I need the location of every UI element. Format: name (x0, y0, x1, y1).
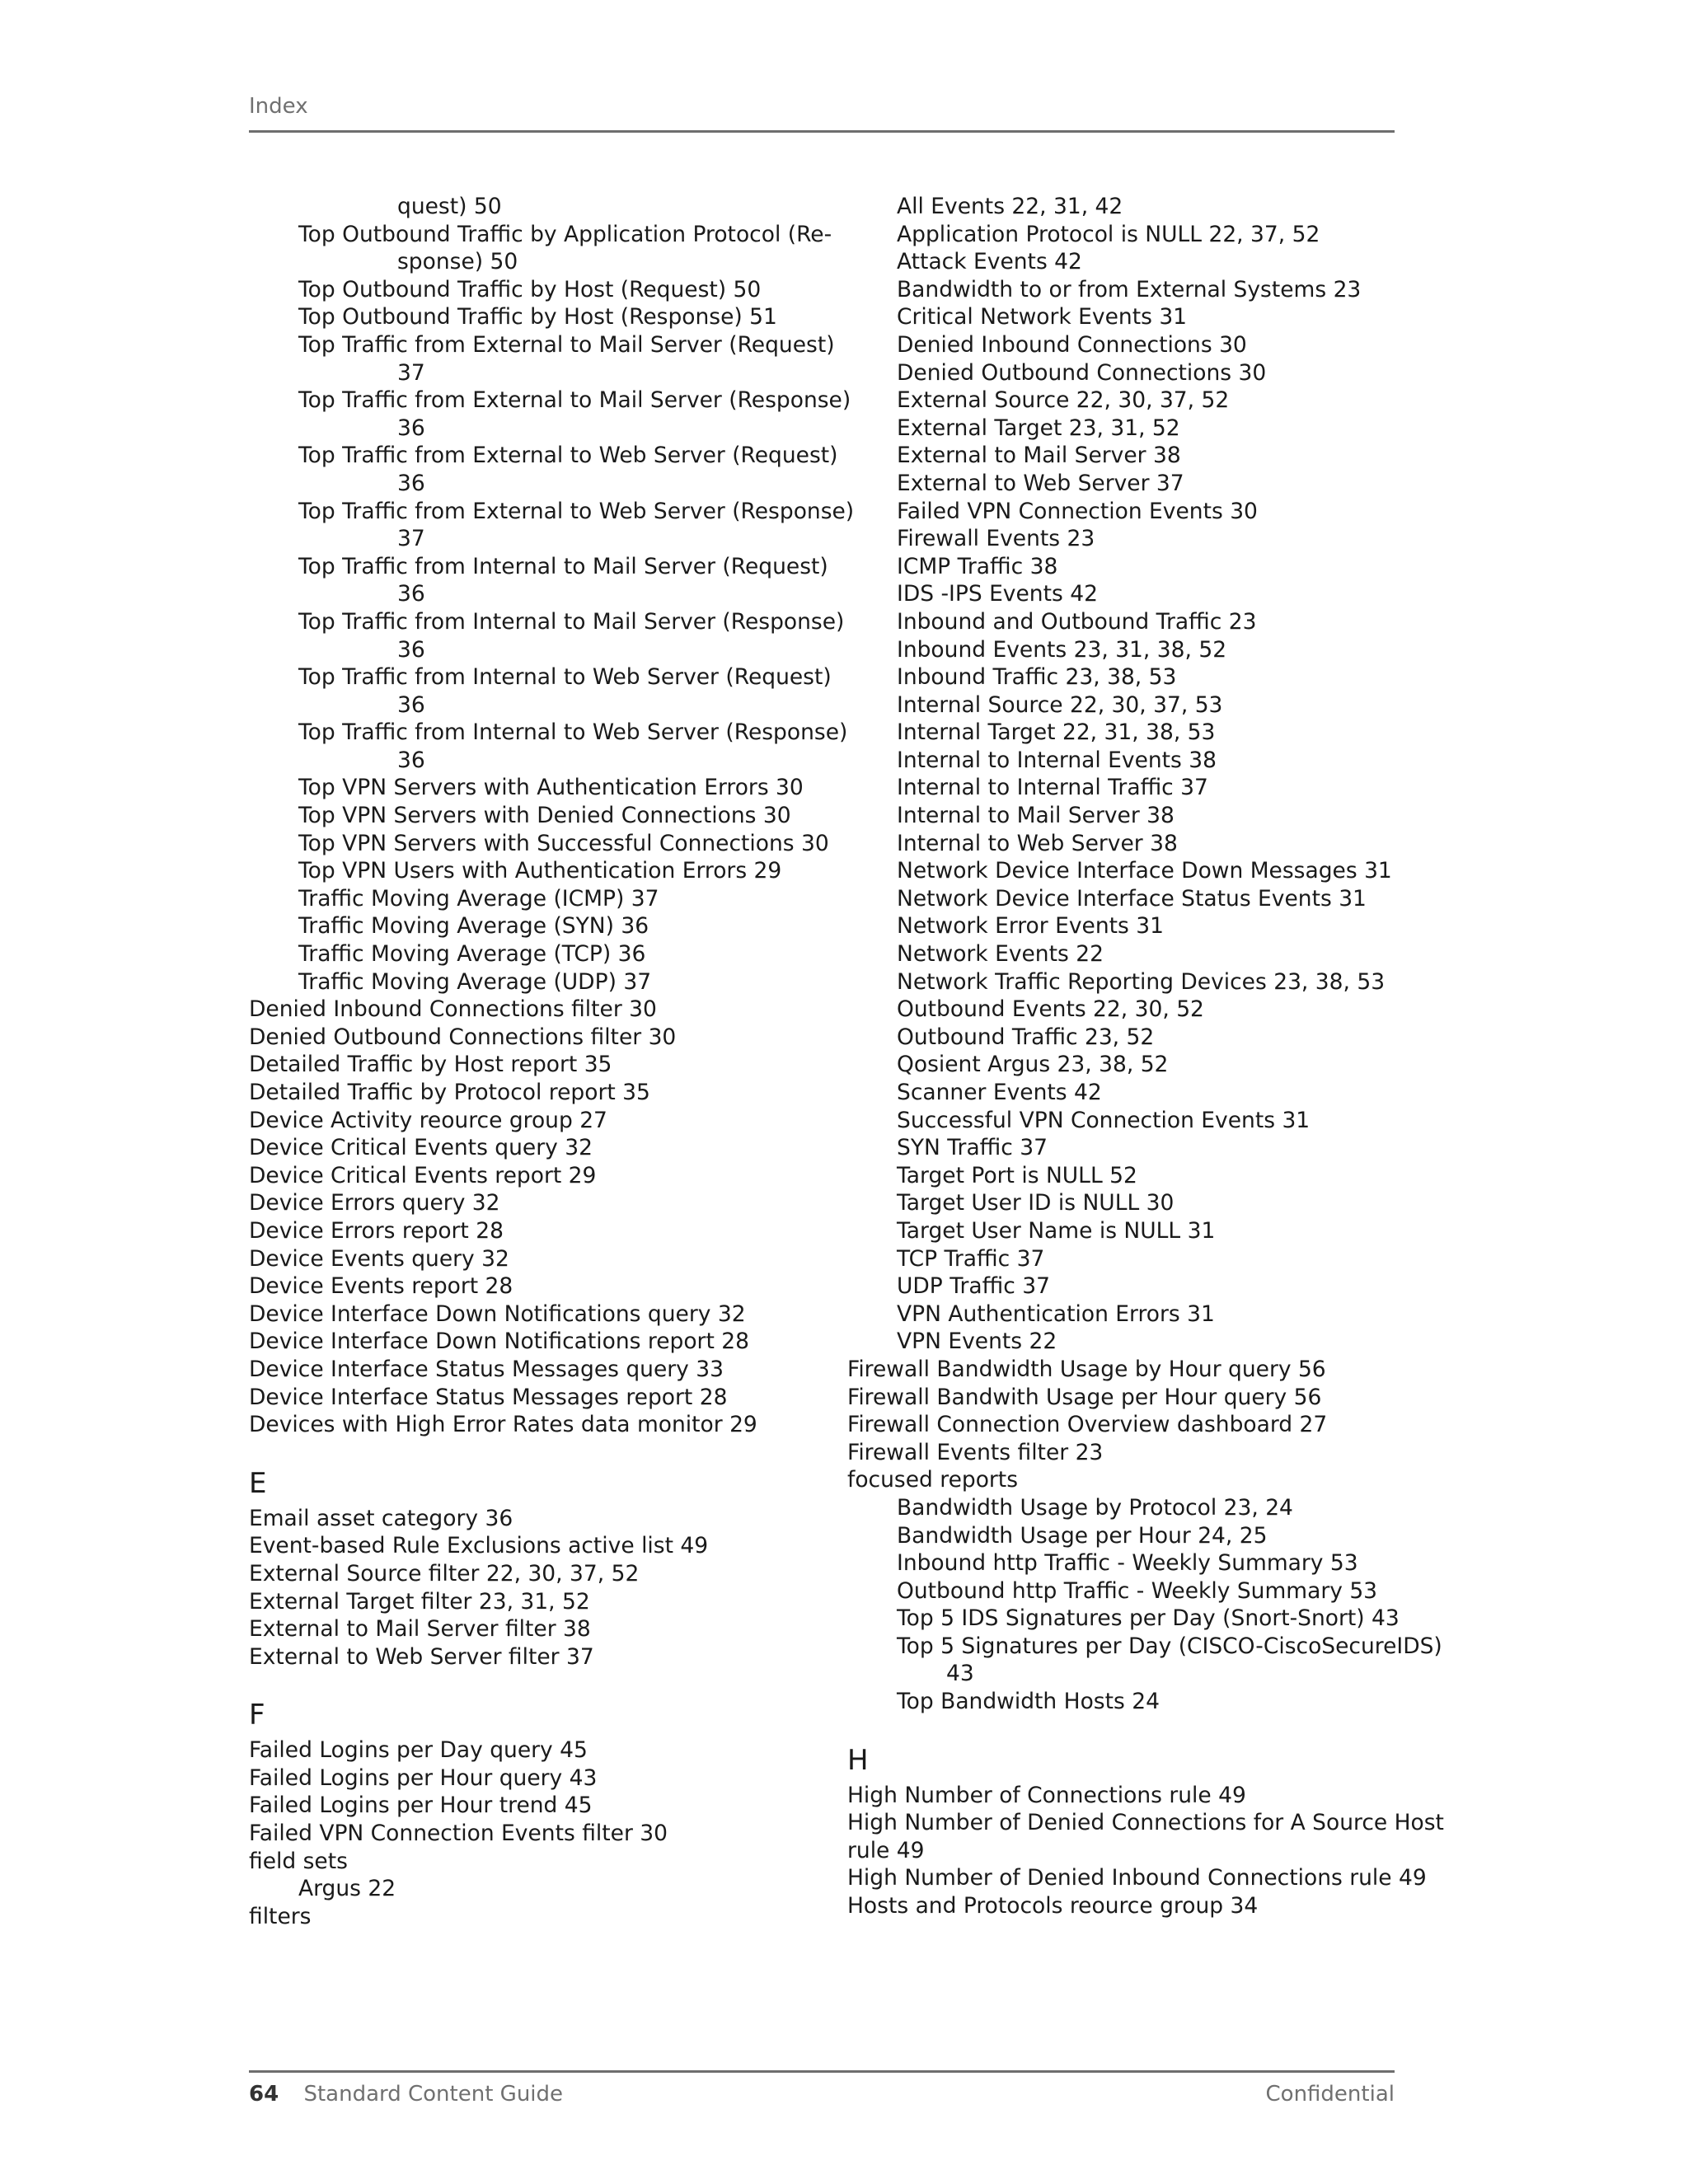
index-entry: Device Interface Down Notifications report 28 (249, 1329, 749, 1355)
index-subentry: Target User Name is NULL 31 (897, 1217, 1216, 1244)
document-title: Standard Content Guide (303, 2082, 564, 2107)
index-subentry: TCP Traffic 37 (897, 1245, 1045, 1272)
index-subentry: VPN Events 22 (897, 1329, 1057, 1355)
index-subentry: Traffic Moving Average (TCP) 36 (298, 941, 646, 968)
index-subentry: UDP Traffic 37 (897, 1273, 1050, 1300)
header-rule (249, 130, 1395, 133)
index-entry: Denied Outbound Connections filter 30 (249, 1024, 677, 1050)
index-subentry: Attack Events 42 (897, 249, 1082, 275)
index-subentry: Traffic Moving Average (SYN) 36 (298, 913, 649, 940)
index-entry: Device Interface Down Notifications query 32 (249, 1301, 746, 1327)
index-subentry: All Events 22, 31, 42 (897, 194, 1123, 219)
index-entry-continuation: 43 (946, 1661, 974, 1687)
index-subentry: Top Outbound Traffic by Host (Response) 51 (298, 304, 777, 330)
index-subentry: Outbound Events 22, 30, 52 (897, 996, 1204, 1023)
index-subentry: Internal to Internal Events 38 (897, 747, 1217, 773)
index-entry: Device Errors report 28 (249, 1217, 504, 1244)
index-entry-continuation: quest) 50 (397, 194, 502, 219)
index-entry: High Number of Denied Inbound Connections rule 49 (847, 1865, 1427, 1891)
index-entry: Event-based Rule Exclusions active list 49 (249, 1533, 709, 1559)
section-letter: H (847, 1743, 869, 1777)
index-entry-continuation: 36 (397, 747, 425, 773)
index-subentry: Denied Inbound Connections 30 (897, 331, 1247, 358)
index-entry-continuation: 36 (397, 470, 425, 496)
classification-label: Confidential (1265, 2082, 1395, 2107)
index-entry: field sets (249, 1848, 348, 1874)
index-subentry: Internal to Web Server 38 (897, 830, 1178, 856)
index-entry: External to Web Server filter 37 (249, 1643, 594, 1670)
index-entry: Devices with High Error Rates data monitor 29 (249, 1412, 757, 1438)
index-subentry: Outbound http Traffic - Weekly Summary 53 (897, 1577, 1378, 1604)
section-letter: E (249, 1466, 267, 1500)
index-subentry: Network Device Interface Status Events 31 (897, 885, 1367, 912)
index-entry: Device Errors query 32 (249, 1190, 500, 1216)
index-subentry: Bandwidth Usage per Hour 24, 25 (897, 1522, 1268, 1549)
index-subentry: Top Traffic from External to Web Server (Response) (298, 498, 855, 524)
index-entry: Device Critical Events query 32 (249, 1135, 593, 1161)
index-subentry: Network Traffic Reporting Devices 23, 38, 53 (897, 968, 1386, 995)
index-subentry: External Source 22, 30, 37, 52 (897, 387, 1230, 414)
index-subentry: Top Traffic from Internal to Web Server (Request) (298, 664, 832, 691)
index-subentry: Inbound Traffic 23, 38, 53 (897, 664, 1177, 691)
index-subentry: Top Bandwidth Hosts 24 (897, 1689, 1160, 1715)
index-entry: Device Activity reource group 27 (249, 1107, 607, 1133)
index-subentry: VPN Authentication Errors 31 (897, 1301, 1215, 1327)
index-entry: rule 49 (847, 1837, 925, 1863)
index-entry: Firewall Connection Overview dashboard 27 (847, 1412, 1328, 1438)
index-subentry: Internal Source 22, 30, 37, 53 (897, 691, 1223, 718)
index-subentry: ICMP Traffic 38 (897, 553, 1058, 579)
index-entry-continuation: sponse) 50 (397, 249, 518, 275)
index-entry-continuation: 36 (397, 636, 425, 663)
index-entry: High Number of Connections rule 49 (847, 1782, 1246, 1808)
index-entry: Failed Logins per Hour query 43 (249, 1765, 598, 1791)
index-entry: Failed Logins per Hour trend 45 (249, 1793, 593, 1819)
index-subentry: Internal Target 22, 31, 38, 53 (897, 719, 1216, 746)
index-entry-continuation: 36 (397, 691, 425, 718)
index-subentry: Internal to Mail Server 38 (897, 803, 1175, 829)
index-subentry: SYN Traffic 37 (897, 1135, 1048, 1161)
index-column-right (847, 193, 1444, 1920)
index-entry: Device Interface Status Messages query 33 (249, 1356, 724, 1382)
index-entry-continuation: 36 (397, 581, 425, 607)
index-subentry: Firewall Events 23 (897, 526, 1095, 552)
index-subentry: Top 5 Signatures per Day (CISCO-CiscoSecureIDS) (897, 1633, 1442, 1659)
running-header: Index (249, 94, 308, 119)
index-entry-continuation: 37 (397, 359, 425, 386)
index-subentry: Top VPN Users with Authentication Errors 29 (298, 858, 782, 884)
index-subentry: Top Outbound Traffic by Application Protocol (Re- (298, 221, 832, 247)
index-subentry: Traffic Moving Average (UDP) 37 (298, 968, 652, 995)
index-entry: Device Interface Status Messages report 28 (249, 1384, 728, 1410)
index-subentry: Application Protocol is NULL 22, 37, 52 (897, 221, 1320, 247)
section-letter: F (249, 1699, 265, 1732)
index-subentry: Traffic Moving Average (ICMP) 37 (298, 885, 659, 912)
index-subentry: Target Port is NULL 52 (897, 1162, 1137, 1188)
index-subentry: Top VPN Servers with Denied Connections 30 (298, 803, 791, 829)
footer-rule (249, 2070, 1395, 2073)
index-entry: Firewall Events filter 23 (847, 1439, 1104, 1465)
index-entry: filters (249, 1903, 312, 1929)
index-entry: Device Critical Events report 29 (249, 1162, 597, 1188)
index-entry: External Target filter 23, 31, 52 (249, 1588, 590, 1615)
index-subentry: Top Traffic from External to Mail Server (Request) (298, 331, 835, 358)
index-entry: Denied Inbound Connections filter 30 (249, 996, 657, 1023)
index-subentry: Scanner Events 42 (897, 1080, 1102, 1105)
index-subentry: Top Traffic from Internal to Mail Server (Request) (298, 553, 828, 579)
index-subentry: Failed VPN Connection Events 30 (897, 498, 1258, 524)
index-subentry: Successful VPN Connection Events 31 (897, 1107, 1311, 1133)
index-entry: Detailed Traffic by Protocol report 35 (249, 1080, 650, 1105)
index-entry: Hosts and Protocols reource group 34 (847, 1893, 1259, 1919)
index-entry: focused reports (847, 1467, 1019, 1493)
index-entry: High Number of Denied Connections for A Source Host (847, 1810, 1444, 1836)
index-entry: Failed VPN Connection Events filter 30 (249, 1821, 668, 1847)
index-subentry: Qosient Argus 23, 38, 52 (897, 1052, 1169, 1078)
index-subentry: Inbound Events 23, 31, 38, 52 (897, 636, 1227, 663)
index-subentry: Top VPN Servers with Successful Connections 30 (298, 830, 829, 856)
index-subentry: External to Mail Server 38 (897, 443, 1181, 469)
index-subentry: Top Traffic from Internal to Web Server (Response) (298, 719, 848, 746)
index-subentry: IDS -IPS Events 42 (897, 581, 1098, 607)
index-subentry: Bandwidth Usage by Protocol 23, 24 (897, 1494, 1293, 1521)
index-entry: External to Mail Server filter 38 (249, 1616, 591, 1643)
index-subentry: Inbound and Outbound Traffic 23 (897, 608, 1257, 635)
index-subentry: Network Device Interface Down Messages 31 (897, 858, 1392, 884)
index-subentry: Top Traffic from External to Web Server (Request) (298, 443, 838, 469)
index-subentry: Top Traffic from Internal to Mail Server (Response) (298, 608, 845, 635)
index-subentry: Argus 22 (298, 1876, 396, 1902)
index-subentry: Target User ID is NULL 30 (897, 1190, 1175, 1216)
index-entry: Device Events query 32 (249, 1245, 509, 1272)
index-subentry: Outbound Traffic 23, 52 (897, 1024, 1155, 1050)
index-subentry: Top 5 IDS Signatures per Day (Snort-Snort) 43 (897, 1605, 1400, 1632)
page-number: 64 (249, 2082, 279, 2107)
index-entry: External Source filter 22, 30, 37, 52 (249, 1560, 640, 1586)
index-subentry: Internal to Internal Traffic 37 (897, 775, 1208, 801)
index-entry: Device Events report 28 (249, 1273, 513, 1300)
index-entry: Firewall Bandwith Usage per Hour query 56 (847, 1384, 1322, 1410)
index-entry: Failed Logins per Day query 45 (249, 1737, 588, 1764)
index-entry: Firewall Bandwidth Usage by Hour query 56 (847, 1356, 1326, 1382)
index-subentry: Top VPN Servers with Authentication Errors 30 (298, 775, 804, 801)
index-column-left (249, 193, 855, 1930)
index-subentry: Network Error Events 31 (897, 913, 1164, 940)
index-entry-continuation: 37 (397, 526, 425, 552)
page-footer (249, 2082, 1395, 2107)
index-subentry: External Target 23, 31, 52 (897, 415, 1180, 441)
index-entry: Detailed Traffic by Host report 35 (249, 1052, 612, 1078)
index-subentry: Denied Outbound Connections 30 (897, 359, 1267, 386)
index-entry-continuation: 36 (397, 415, 425, 441)
index-subentry: Top Outbound Traffic by Host (Request) 50 (298, 276, 762, 302)
index-subentry: Critical Network Events 31 (897, 304, 1188, 330)
index-subentry: Bandwidth to or from External Systems 23 (897, 276, 1362, 302)
index-subentry: Top Traffic from External to Mail Server (Response) (298, 387, 851, 414)
index-entry: Email asset category 36 (249, 1505, 513, 1531)
index-subentry: Network Events 22 (897, 941, 1104, 968)
index-subentry: External to Web Server 37 (897, 470, 1184, 496)
index-subentry: Inbound http Traffic - Weekly Summary 53 (897, 1550, 1358, 1577)
